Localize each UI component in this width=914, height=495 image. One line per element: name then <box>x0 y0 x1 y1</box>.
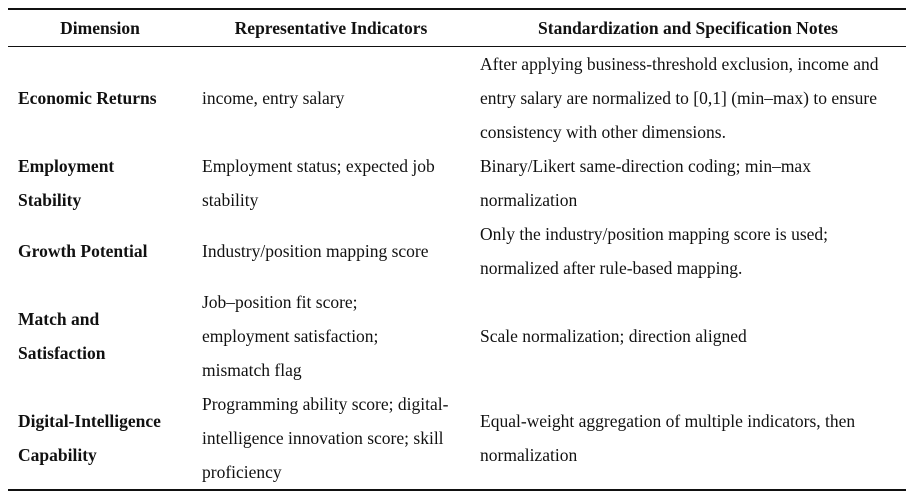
header-notes: Standardization and Specification Notes <box>538 18 838 38</box>
dimensions-table <box>8 8 906 491</box>
dimension-cell: Employment Stability <box>18 156 115 210</box>
header-dimension: Dimension <box>60 18 140 38</box>
dimension-cell: Digital-Intelligence Capability <box>18 411 161 465</box>
table-row <box>8 149 906 217</box>
notes-cell: Only the industry/position mapping score is used; normalized after rule-based mapping. <box>480 224 829 278</box>
notes-cell: After applying business-threshold exclusion, income and entry salary are normalized to [0,1] (min–max) to ensure consistency with other dimensions. <box>480 54 879 142</box>
notes-cell: Equal-weight aggregation of multiple indicators, then normalization <box>480 411 856 465</box>
table-row <box>8 285 906 387</box>
dimension-cell: Match and Satisfaction <box>18 309 106 363</box>
header-row <box>8 9 906 47</box>
indicators-cell: Employment status; expected job stability <box>202 156 435 210</box>
table-row <box>8 387 906 490</box>
indicators-cell: Job–position fit score; employment satisfaction; mismatch flag <box>202 292 379 380</box>
indicators-cell: Programming ability score; digital-intelligence innovation score; skill proficiency <box>202 394 449 482</box>
notes-cell: Scale normalization; direction aligned <box>480 326 747 346</box>
indicators-cell: income, entry salary <box>202 88 345 108</box>
dimension-cell: Economic Returns <box>18 88 157 108</box>
table-row <box>8 47 906 150</box>
dimension-cell: Growth Potential <box>18 241 148 261</box>
notes-cell: Binary/Likert same-direction coding; min–max normalization <box>480 156 811 210</box>
indicators-cell: Industry/position mapping score <box>202 241 429 261</box>
header-indicators: Representative Indicators <box>234 18 428 38</box>
table-row <box>8 217 906 285</box>
